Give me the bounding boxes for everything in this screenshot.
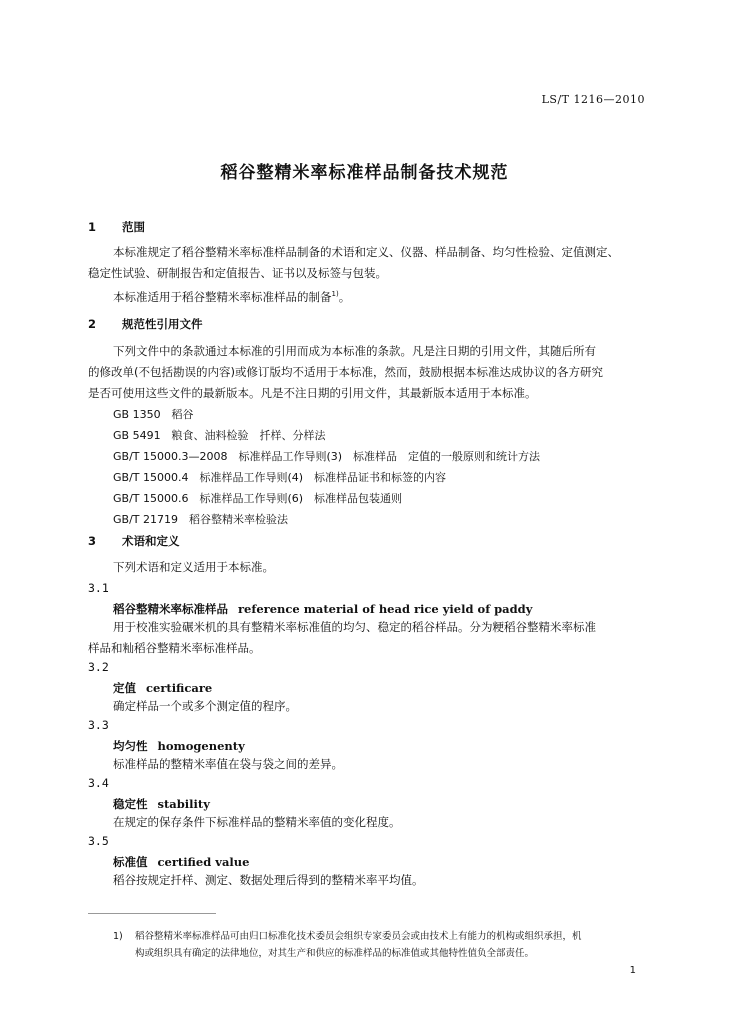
standard-code: LS/T 1216—2010	[541, 93, 645, 106]
section-1-title: 范围	[122, 220, 146, 234]
section-2-intro-line1: 下列文件中的条款通过本标准的引用而成为本标准的条款。凡是注日期的引用文件，其随后所有	[113, 344, 596, 358]
reference-item: GB 1350 稻谷	[113, 408, 194, 421]
section-2-number: 2	[88, 317, 97, 331]
document-title: 稻谷整精米率标准样品制备技术规范	[220, 163, 509, 183]
section-3-intro: 下列术语和定义适用于本标准。	[113, 560, 274, 574]
term-number: 3.5	[88, 834, 109, 848]
term-heading	[113, 796, 210, 812]
section-3-title: 术语和定义	[122, 534, 180, 548]
term-zh: 定值	[113, 681, 136, 695]
term-zh: 稻谷整精米率标准样品	[113, 602, 228, 616]
term-heading	[113, 680, 212, 696]
term-heading	[113, 738, 245, 754]
term-en: certified value	[157, 855, 250, 869]
section-2-intro-line2: 的修改单(不包括勘误的内容)或修订版均不适用于本标准，然而，鼓励根据本标准达成协议的各方研究	[88, 365, 603, 379]
term-definition-line1: 在规定的保存条件下标准样品的整精米率值的变化程度。	[113, 815, 401, 829]
footnote-divider	[88, 913, 216, 914]
term-en: homogenenty	[157, 739, 245, 753]
section-1-para2	[113, 284, 350, 308]
reference-item: GB/T 15000.4 标准样品工作导则(4) 标准样品证书和标签的内容	[113, 471, 447, 484]
footnote-line2: 构或组织具有确定的法律地位，对其生产和供应的标准样品的标准值或其他特性值负全部责任。	[135, 948, 535, 959]
term-definition-line1: 标准样品的整精米率值在袋与袋之间的差异。	[113, 757, 343, 771]
section-1-heading	[88, 219, 145, 235]
term-definition-line2: 样品和籼稻谷整精米率标准样品。	[88, 641, 261, 655]
section-1-para1-line1: 本标准规定了稻谷整精米率标准样品制备的术语和定义、仪器、样品制备、均匀性检验、定值测定、	[113, 245, 619, 259]
term-zh: 标准值	[113, 855, 148, 869]
reference-item: GB/T 15000.3—2008 标准样品工作导则(3) 标准样品 定值的一般原则和统计方法	[113, 450, 541, 463]
term-heading	[113, 854, 249, 870]
term-en: stability	[157, 797, 210, 811]
footnote-marker: 1)	[113, 931, 123, 942]
reference-item: GB/T 15000.6 标准样品工作导则(6) 标准样品包装通则	[113, 492, 403, 505]
section-1-para2-text: 本标准适用于稻谷整精米率标准样品的制备	[113, 289, 332, 304]
term-zh: 均匀性	[113, 739, 148, 753]
term-zh: 稳定性	[113, 797, 148, 811]
term-heading	[113, 601, 532, 617]
page-number: 1	[629, 965, 636, 976]
section-3-number: 3	[88, 534, 97, 548]
section-1-number: 1	[88, 220, 97, 234]
term-en: certificare	[146, 681, 213, 695]
term-number: 3.4	[88, 776, 109, 790]
term-number: 3.2	[88, 660, 109, 674]
section-1-para1-line2: 稳定性试验、研制报告和定值报告、证书以及标签与包装。	[88, 266, 387, 280]
section-3-heading	[88, 533, 180, 549]
term-definition-line1: 稻谷按规定扦样、测定、数据处理后得到的整精米率平均值。	[113, 873, 424, 887]
section-2-heading	[88, 316, 203, 332]
footnote-ref: 1)	[331, 290, 339, 298]
reference-item: GB 5491 粮食、油料检验 扦样、分样法	[113, 429, 326, 442]
section-2-intro-line3: 是否可使用这些文件的最新版本。凡是不注日期的引用文件，其最新版本适用于本标准。	[88, 386, 537, 400]
reference-item: GB/T 21719 稻谷整精米率检验法	[113, 513, 288, 526]
term-number: 3.3	[88, 718, 109, 732]
section-1-para2-end: 。	[338, 289, 351, 304]
term-definition-line1: 用于校准实验碾米机的具有整精米率标准值的均匀、稳定的稻谷样品。分为粳稻谷整精米率标准	[113, 620, 596, 634]
footnote-line1: 稻谷整精米率标准样品可由归口标准化技术委员会组织专家委员会或由技术上有能力的机构或组织承担，机	[135, 931, 582, 942]
term-definition-line1: 确定样品一个或多个测定值的程序。	[113, 699, 297, 713]
term-number: 3.1	[88, 581, 109, 595]
section-2-title: 规范性引用文件	[122, 317, 203, 331]
term-en: reference material of head rice yield of paddy	[238, 602, 533, 616]
